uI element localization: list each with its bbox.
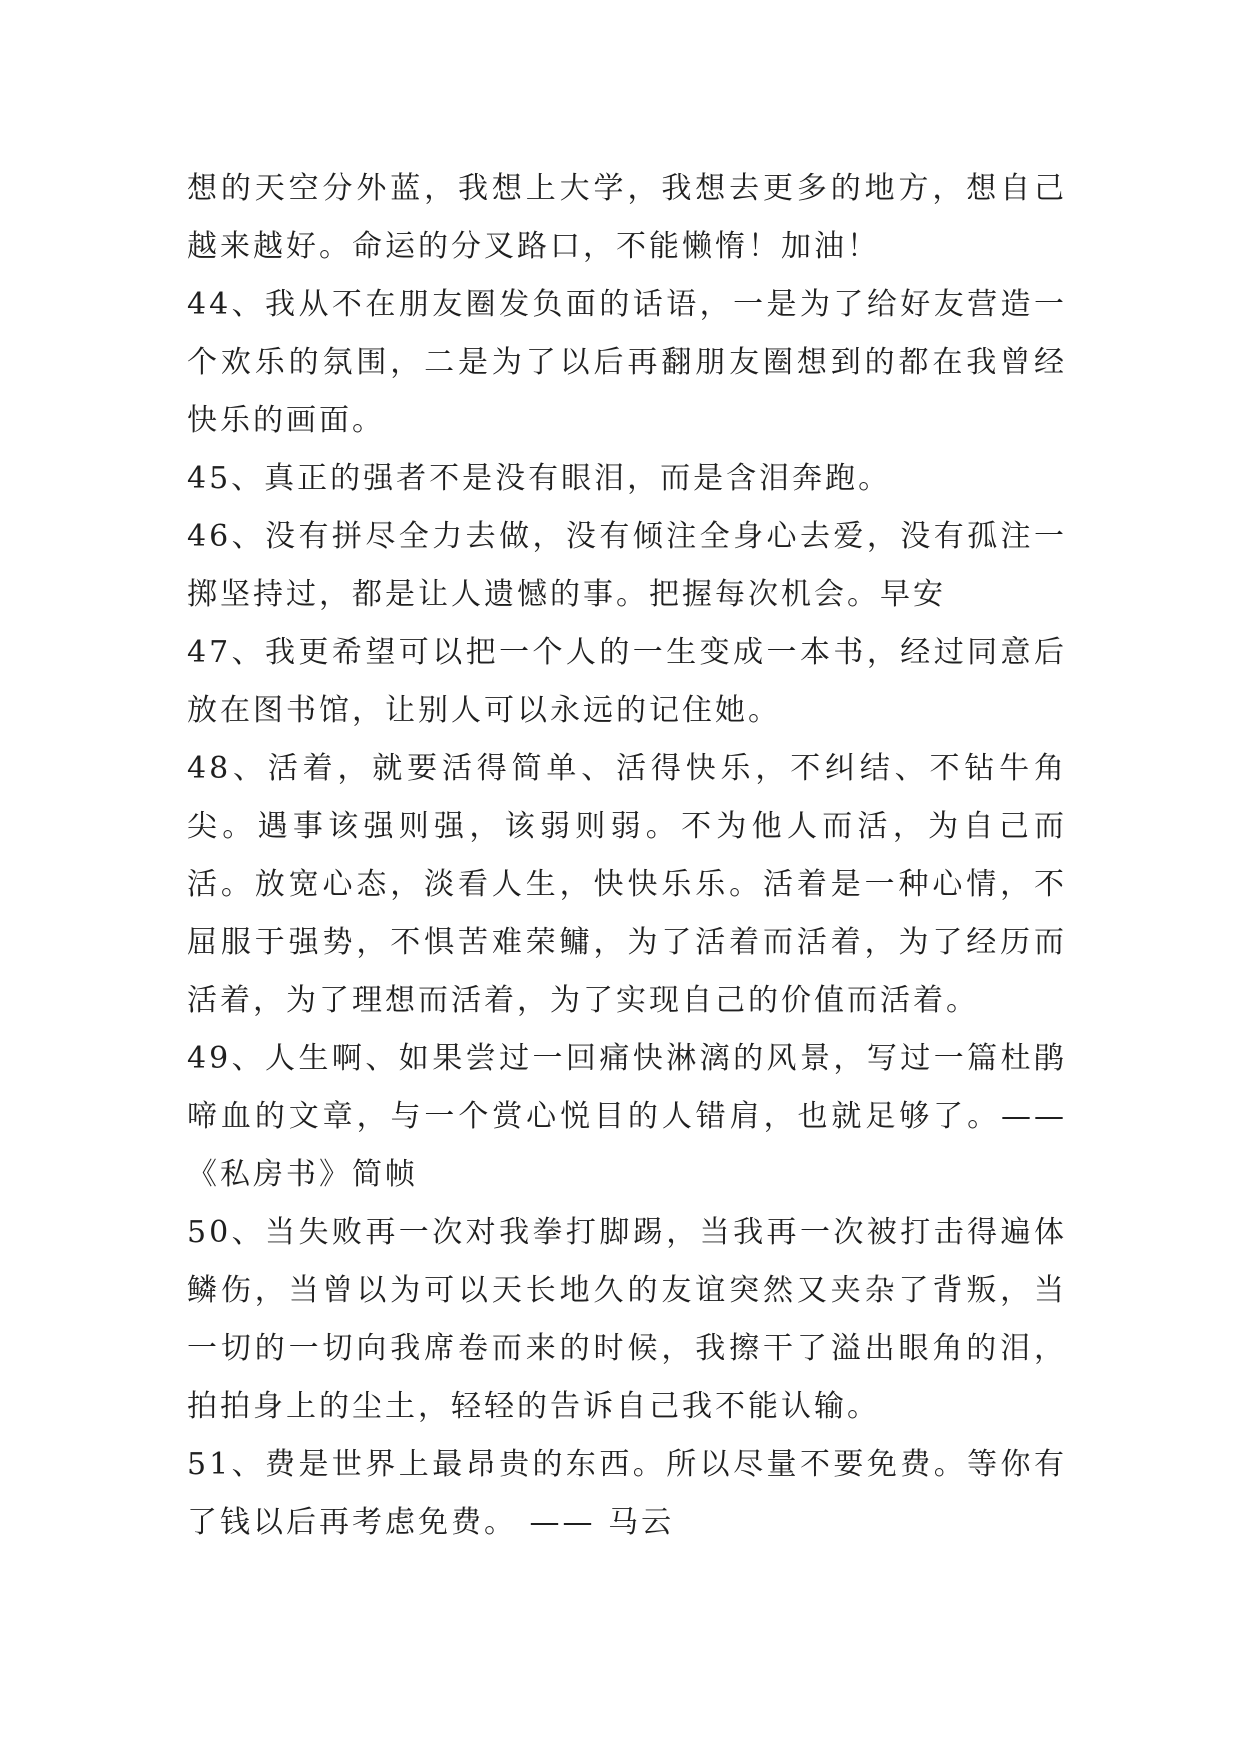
paragraph-51: 51、费是世界上最昂贵的东西。所以尽量不要免费。等你有了钱以后再考虑免费。 —— 马云 (187, 1447, 1067, 1540)
paragraph-47: 47、我更希望可以把一个人的一生变成一本书，经过同意后放在图书馆，让别人可以永远的记住她。 (187, 635, 1067, 728)
document-body (187, 160, 1067, 1552)
paragraph-continued: 想的天空分外蓝，我想上大学，我想去更多的地方，想自己越来越好。命运的分叉路口，不能懒惰！加油！ (187, 171, 1067, 264)
paragraph-50: 50、当失败再一次对我拳打脚踢，当我再一次被打击得遍体鳞伤，当曾以为可以天长地久的友谊突然又夹杂了背叛，当一切的一切向我席卷而来的时候，我擦干了溢出眼角的泪，拍拍身上的尘土，轻轻的告诉自己我不能认输。 (187, 1215, 1067, 1424)
paragraph-45: 45、真正的强者不是没有眼泪，而是含泪奔跑。 (187, 461, 892, 496)
paragraph-48: 48、活着，就要活得简单、活得快乐，不纠结、不钻牛角尖。遇事该强则强，该弱则弱。不为他人而活，为自己而活。放宽心态，淡看人生，快快乐乐。活着是一种心情，不屈服于强势，不惧苦难荣鳙，为了活着而活着，为了经历而活着，为了理想而活着，为了实现自己的价值而活着。 (187, 751, 1067, 1018)
paragraph-44: 44、我从不在朋友圈发负面的话语，一是为了给好友营造一个欢乐的氛围，二是为了以后再翻朋友圈想到的都在我曾经快乐的画面。 (187, 287, 1067, 438)
paragraph-46: 46、没有拼尽全力去做，没有倾注全身心去爱，没有孤注一掷坚持过，都是让人遗憾的事。把握每次机会。早安 (187, 519, 1067, 612)
paragraph-49: 49、人生啊、如果尝过一回痛快淋漓的风景，写过一篇杜鹃啼血的文章，与一个赏心悦目的人错肩，也就足够了。——《私房书》简帧 (187, 1041, 1067, 1192)
